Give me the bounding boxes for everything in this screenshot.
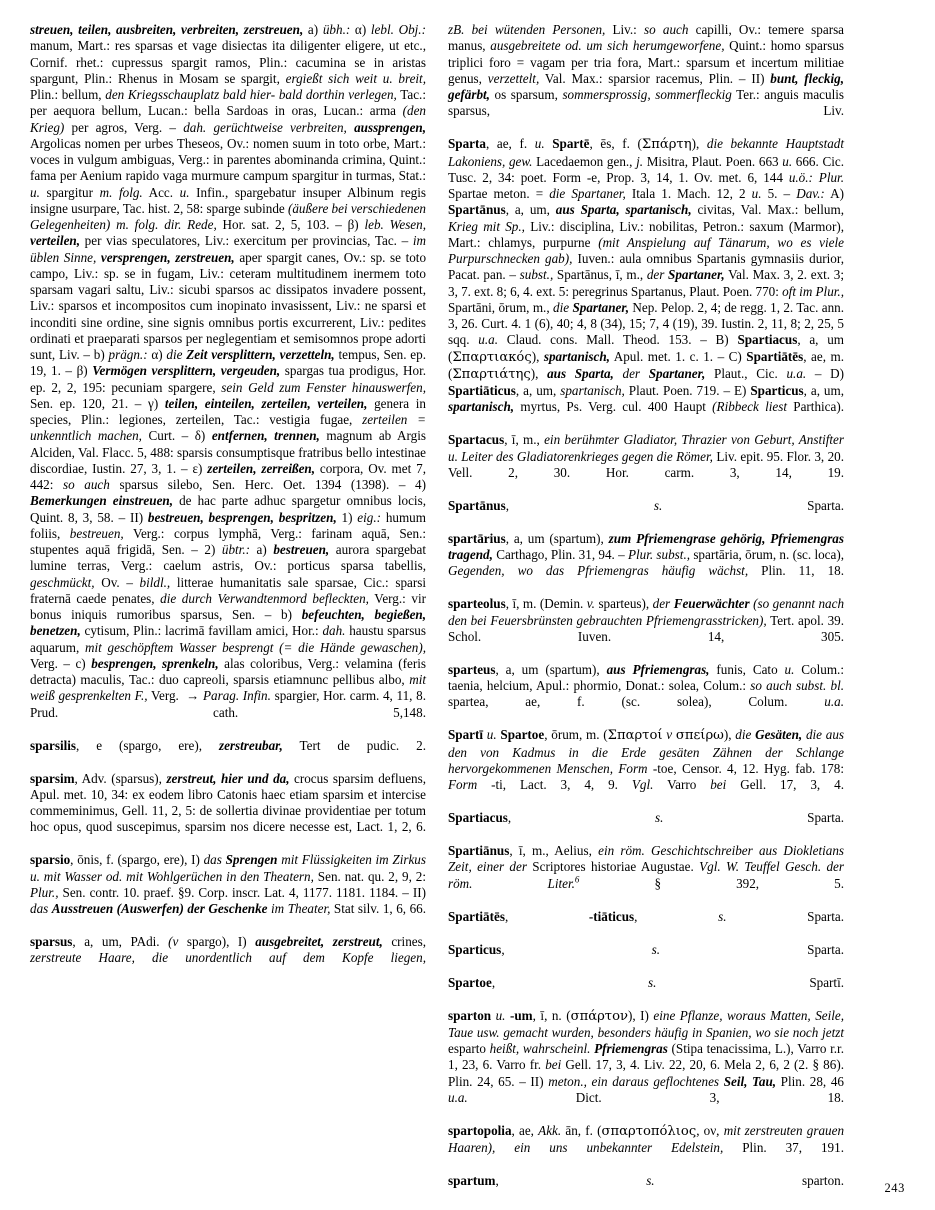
dictionary-entry: sparsim, Adv. (sparsus), zerstreut, hier und da, crocus sparsim defluens, Apul. met. 10, 34: ex eodem libro Catonis haec etiam sparsim et intercise commeminimus, Gell. 11, 2, 5: de sollertia divinae providentiae per totum hoc opus, quod suscepimus, sparsim nos dicere necesse est, Lact. 1, 2, 6. <box>30 770 427 835</box>
dictionary-entry: spartārius, a, um (spartum), zum Pfriemengrase gehörig, Pfriemengras tragend, Carthago, Plin. 31, 94. – Plur. subst., spartāria, ōrum, n. (sc. loca), Gegenden, wo das Pfriemengras häufig wächst, Plin. 11, 18. <box>448 530 845 579</box>
dictionary-entry: spartum, s. sparton. <box>448 1173 844 1188</box>
dictionary-entry: Spartiacus, s. Sparta. <box>448 810 844 825</box>
dictionary-entry: Spartiātēs, -tiāticus, s. Sparta. <box>448 908 844 924</box>
dictionary-entry: spartopolia, ae, Akk. ān, f. (σπαρτοπόλιος, ον, mit zerstreuten grauen Haaren), ein uns unbekannter Edelstein, Plin. 37, 191. <box>448 1122 845 1155</box>
dictionary-entry: sparton u. -um, ī, n. (σπάρτον), I) eine Pflanze, woraus Matten, Seile, Taue usw. gemacht wurden, besonders häufig in Spanien, wo sie noch jetzt esparto heißt, wahrscheinl. Pfriemengras (Stipa tenacissima, L.), Varro r.r. 1, 23, 6. Varro fr. bei Gell. 17, 3, 4. Liv. 22, 20, 6. Mela 2, 6, 2 (2. § 86). Plin. 24, 65. – II) meton., ein daraus geflochtenes Seil, Tau, Plin. 28, 46 u.a. Dict. 3, 18. <box>448 1007 845 1105</box>
dictionary-entry: zB. bei wütenden Personen, Liv.: so auch capilli, Ov.: temere sparsa manus, ausgebreitete od. um sich herumgeworfene, Quint.: homo sparsus triplici foro = vagam per tria fora, Mart.: sparsum et incertum militiae genus, verzettelt, Val. Max.: sparsior racemus, Plin. – II) bunt, fleckig, gefärbt, os sparsum, sommersprossig, sommerfleckig Ter.: anguis maculis sparsus, Liv. <box>448 22 845 119</box>
right-column <box>448 22 844 1206</box>
dictionary-entry: sparsus, a, um, PAdi. (v spargo), I) ausgebreitet, zerstreut, crines, zerstreute Haare, die unordentlich auf dem Kopfe liegen, <box>30 934 426 966</box>
dictionary-entry: sparteus, a, um (spartum), aus Pfriemengras, funis, Cato u. Colum.: taenia, helcium, Apul.: phormio, Donat.: solea, Colum.: so auch subst. bl. spartea, ae, f. (sc. solea), Colum. u.a. <box>448 661 845 710</box>
dictionary-entry: Spartiānus, ī, m., Aelius, ein röm. Geschichtschreiber aus Diokletians Zeit, einer der Scriptores historiae Augustae. Vgl. W. Teuffel Gesch. der röm. Liter.$^6$ § 392, 5. <box>448 843 845 891</box>
page-columns <box>30 22 905 1206</box>
dictionary-entry: Sparta, ae, f. u. Spartē, ēs, f. (Σπάρτη), die bekannte Hauptstadt Lakoniens, gew. Lacedaemon gen., j. Misitra, Plaut. Poen. 663 u. 666. Cic. Tusc. 2, 34: poet. Form -e, Prop. 3, 14, 1. Ov. met. 6, 144 u.ö.: Plur. Spartae meton. = die Spartaner, Itala 1. Mach. 12, 2 u. 5. – Dav.: A) Spartānus, a, um, aus Sparta, spartanisch, civitas, Val. Max.: bellum, Krieg mit Sp., Liv.: disciplina, Liv.: nobilitas, Petron.: saxum (Marmor), Mart.: chlamys, purpurne (mit Anspielung auf Tänarum, wo es viele Purpurschnecken gab), Iuven.: aula omnibus Spartanis gymnasiis durior, Pacat. pan. – subst., Spartānus, ī, m., der Spartaner, Val. Max. 3, 2. ext. 3; 3, 7. ext. 8; 6, 4. ext. 5: peregrinus Spartanus, Plaut. Poen. 770: oft im Plur., Spartāni, ōrum, m., die Spartaner, Nep. Pelop. 2, 4; de regg. 1, 2. Tac. ann. 3, 26. Curt. 4. 1 (6), 40; 4, 8 (34), 15; 7, 4 (19), 39. Iustin. 2, 11, 8; 2, 25, 5 sqq. u.a. Claud. cons. Mall. Theod. 153. – B) Spartiacus, a, um (Σπαρτιακός), spartanisch, Apul. met. 1. c. 1. – C) Spartiātēs, ae, m. (Σπαρτιάτης), aus Sparta, der Spartaner, Plaut., Cic. u.a. – D) Spartiāticus, a, um, spartanisch, Plaut. Poen. 719. – E) Sparticus, a, um, spartanisch, myrtus, Ps. Verg. cul. 400 Haupt (Ribbeck liest Parthica). <box>448 136 845 415</box>
dictionary-entry: Sparticus, s. Sparta. <box>448 941 844 957</box>
dictionary-entry: Spartoe, s. Spartī. <box>448 974 844 990</box>
dictionary-entry: Spartī u. Spartoe, ōrum, m. (Σπαρτοί v σπείρω), die Gesäten, die aus den von Kadmus in die Erde gesäten Zähnen der Schlange hervorgekommenen Menschen, Form -toe, Censor. 4, 12. Hyg. fab. 178: Form -ti, Lact. 3, 4, 9. Vgl. Varro bei Gell. 17, 3, 4. <box>448 727 845 792</box>
dictionary-entry: Spartānus, s. Sparta. <box>448 497 844 513</box>
dictionary-entry: sparteolus, ī, m. (Demin. v. sparteus), der Feuerwächter (so genannt nach den bei Feuersbrünsten gebrauchten Pfriemengrasstricken), Tert. apol. 39. Schol. Iuven. 14, 305. <box>448 596 845 644</box>
dictionary-entry: Spartacus, ī, m., ein berühmter Gladiator, Thrazier von Geburt, Anstifter u. Leiter des Gladiatorenkrieges gegen die Römer, Liv. epit. 95. Flor. 3, 20. Vell. 2, 30. Hor. carm. 3, 14, 19. <box>448 432 845 480</box>
left-column <box>30 22 426 983</box>
dictionary-entry: sparsio, ōnis, f. (spargo, ere), I) das Sprengen mit Flüssigkeiten im Zirkus u. mit Wasser od. mit Wohlgerüchen in den Theatern, Sen. nat. qu. 2, 9, 2: Plur., Sen. contr. 10. praef. §9. Corp. inscr. Lat. 4, 1177. 1181. 1184. – II) das Ausstreuen (Auswerfen) der Geschenke im Theater, Stat silv. 1, 6, 66. <box>30 852 426 916</box>
dictionary-entry: streuen, teilen, ausbreiten, verbreiten, zerstreuen, a) übh.: α) lebl. Obj.: manum, Mart.: res sparsas et vage disiectas ita diligenter eligere, ut etc., Cornif. rhet.: cupressus spargit ramos, Plin.: cacumina se in aristas spargunt, Plin.: Rhenus in Mosam se spargit, ergießt sich weit u. breit, Plin.: bellum, den Kriegsschauplatz bald hier- bald dorthin verlegen, Tac.: per aequora bellum, Lucan.: bella Sardoas in oras, Lucan.: arma (den Krieg) per agros, Verg. – dah. gerüchtweise verbreiten, aussprengen, Argolicas nomen per urbes Theseos, Ov.: nomen suum in toto orbe, Mart.: voces in vulgum ambiguas, Verg.: in parentes abominanda crimina, Quint.: fama per Aenium rapido vaga murmure campum spargitur in turmas, Stat.: u. spargitur m. folg. Acc. u. Infin., spargebatur insuper Albinum regis insigne usurpare, Tac. hist. 2, 58: sparge subinde (äußere bei verschiedenen Gelegenheiten) m. folg. dir. Rede, Hor. sat. 2, 5, 103. – β) leb. Wesen, verteilen, per vias speculatores, Liv.: exercitum per provincias, Tac. – im üblen Sinne, versprengen, zerstreuen, aper spargit canes, Ov.: sp. se toto campo, Liv.: sp. se in fugam, Liv.: ceteram multitudinem inermem toto sparsam vagari saltu, Liv.: sicubi sparsos ac dissipatos invadere possent, Liv.: sparsos et incompositos cum inopinato invasissent, Liv.: ne sparsi et inconditi sine ordine, sine signis omnibus portis excurrerent, Liv.: pedites ordinati et praeparati sparsos per neglegentiam et semisomnos prope adorti sunt, Liv. – b) prägn.: α) die Zeit versplittern, verzetteln, tempus, Sen. ep. 19, 1. – β) Vermögen versplittern, vergeuden, spargas tua prodigus, Hor. ep. 2, 2, 195: pecuniam spargere, sein Geld zum Fenster hinauswerfen, Sen. ep. 120, 21. – γ) teilen, einteilen, zerteilen, verteilen, genera in species, Plin.: legiones, zerteilen, Tac.: vestigia fugae, zerteilen = unkenntlich machen, Curt. – δ) entfernen, trennen, magnum ab Argis Alciden, Val. Flacc. 5, 488: sparsis consumptisque fratribus bello intestinae discordiae, Iustin. 27, 3, 1. – ε) zerteilen, zerreißen, corpora, Ov. met 7, 442: so auch sparsus silebo, Sen. Herc. Oet. 1394 (1398). – 4) Bemerkungen einstreuen, de hac parte adhuc spargetur omnibus locis, Quint. 8, 3, 58. – II) bestreuen, besprengen, bespritzen, 1) eig.: humum foliis, bestreuen, Verg.: corpus lymphā, Verg.: farinam aquā, Sen.: stupentes aquā frigidā, Sen. – 2) übtr.: a) bestreuen, aurora spargebat lumine terras, Verg.: caelum astris, Ov.: porticus sparsa tabellis, geschmückt, Ov. – bildl., litterae humanitatis sale sparsae, Cic.: sparsi fraternā caede penates, die durch Verwandtenmord befleckten, Verg.: vir bonus iniquis rumoribus sparsus, Sen. – b) befeuchten, begießen, benetzen, cytisum, Plin.: lacrimā favillam amici, Hor.: dah. haustu sparsus aquarum, mit geschöpftem Wasser besprengt (= die Hände gewaschen), Verg. – c) besprengen, sprenkeln, alas coloribus, Verg.: velamina (feris detracta) maculis, Tac.: duo capreoli, sparsis etiamnunc pellibus albo, mit weiß gesprenkelten F., Verg. → Parag. Infin. spargier, Hor. carm. 4, 11, 8. Prud. cath. 5,148. <box>30 22 427 720</box>
page-number: 243 <box>884 1181 905 1195</box>
dictionary-entry: sparsilis, e (spargo, ere), zerstreubar, Tert de pudic. 2. <box>30 737 426 753</box>
